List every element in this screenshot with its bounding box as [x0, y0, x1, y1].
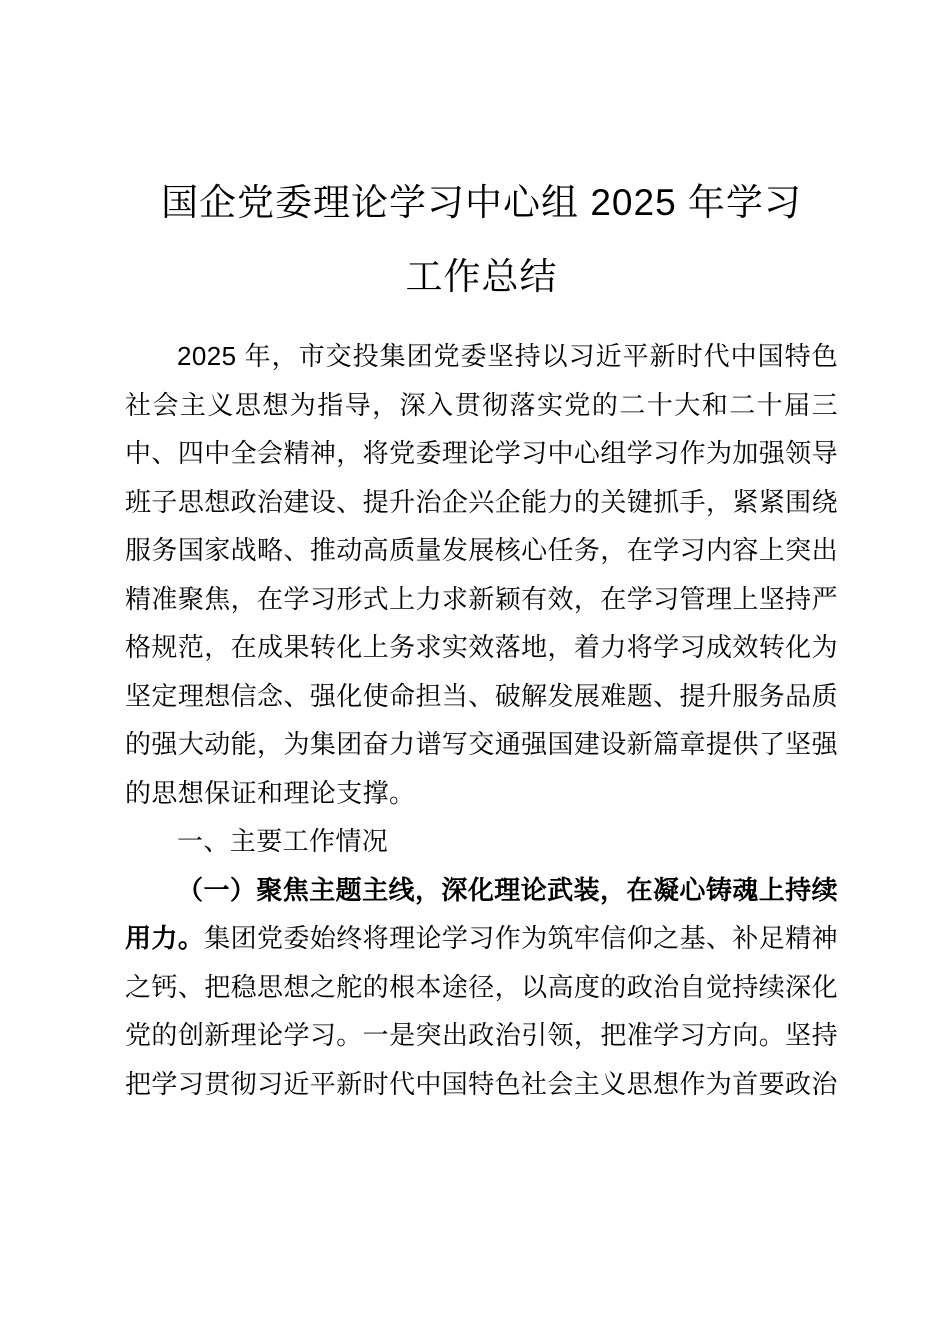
- document-title-line-1: 国企党委理论学习中心组 2025 年学习: [161, 182, 802, 223]
- paragraph-section-1-text: 集团党委始终将理论学习作为筑牢信仰之基、补足精神之钙、把稳思想之舵的根本途径，以高度的政治自觉持续深化党的创新理论学习。一是突出政治引领，把准学习方向。坚持把学习贯彻习近平新时代中国特色社会主义思想作为首要政治: [125, 923, 839, 1099]
- paragraph-section-1-bold-lead: （一）聚焦主题主线，深化理论武装，在凝心铸魂上持续用力。: [125, 874, 838, 953]
- section-heading: 一、主要工作情况: [177, 826, 389, 856]
- paragraph-intro: 2025 年，市交投集团党委坚持以习近平新时代中国特色社会主义思想为指导，深入贯彻落实党的二十大和二十届三中、四中全会精神，将党委理论学习中心组学习作为加强领导班子思想政治建设、提升治企兴企能力的关键抓手，紧紧围绕服务国家战略、推动高质量发展核心任务，在学习内容上突出精准聚焦，在学习形式上力求新颖有效，在学习管理上坚持严格规范，在成果转化上务求实效落地，着力将学习成效转化为坚定理想信念、强化使命担当、破解发展难题、提升服务品质的强大动能，为集团奋力谱写交通强国建设新篇章提供了坚强的思想保证和理论支撑。: [125, 341, 838, 808]
- document-title-line-2: 工作总结: [405, 256, 558, 297]
- paragraph-section-1: [125, 866, 838, 1109]
- document-title: [125, 166, 838, 314]
